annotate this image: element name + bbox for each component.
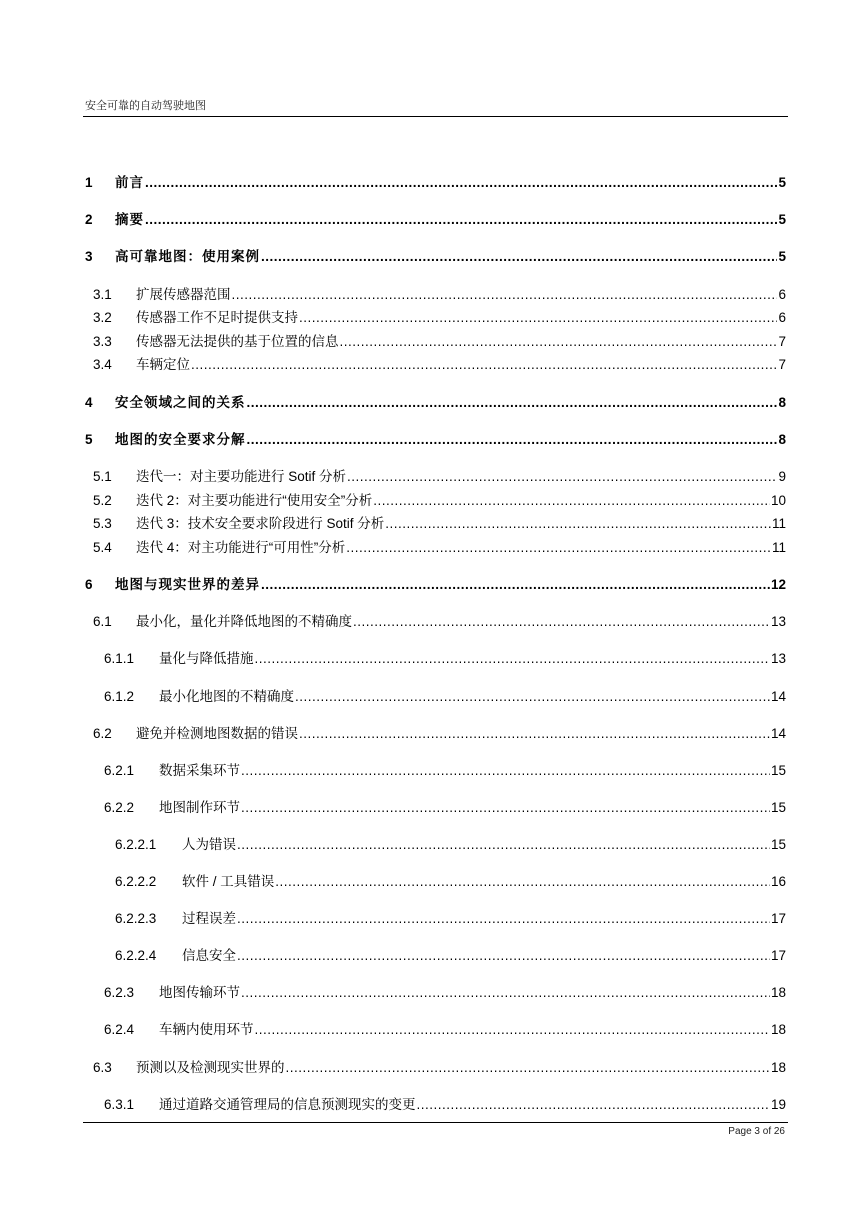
toc-entry-title: 地图的安全要求分解 — [115, 432, 246, 447]
toc-entry-number: 6.2.4 — [104, 1022, 135, 1037]
toc-entry-number: 3.4 — [93, 357, 112, 372]
toc-entry[interactable] — [85, 576, 786, 594]
toc-entry-title: 高可靠地图：使用案例 — [115, 249, 260, 264]
toc-leader-dots — [286, 1059, 770, 1077]
toc-entry-number: 5.4 — [93, 540, 112, 555]
toc-entry[interactable] — [104, 799, 786, 817]
toc-entry-number: 5.3 — [93, 516, 112, 531]
toc-entry-number: 3.1 — [93, 287, 112, 302]
toc-leader-dots — [191, 356, 777, 374]
toc-leader-dots — [417, 1096, 770, 1114]
toc-entry-title: 最小化，量化并降低地图的不精确度 — [136, 614, 352, 629]
toc-entry[interactable] — [85, 431, 786, 449]
toc-entry-number: 6.2.2.3 — [115, 911, 157, 926]
toc-leader-dots — [145, 174, 777, 192]
toc-entry-page: 15 — [770, 837, 786, 852]
toc-entry-page: 13 — [770, 651, 786, 666]
toc-leader-dots — [353, 613, 770, 631]
toc-leader-dots — [247, 394, 778, 412]
toc-entry-page: 6 — [778, 310, 786, 325]
toc-entry-title: 迭代 4：对主功能进行“可用性”分析 — [136, 540, 346, 555]
toc-entry[interactable] — [93, 356, 786, 374]
toc-entry-page: 18 — [770, 985, 786, 1000]
toc-entry[interactable] — [85, 248, 786, 266]
toc-entry-title: 迭代 2：对主要功能进行“使用安全”分析 — [136, 493, 373, 508]
toc-entry[interactable] — [85, 394, 786, 412]
toc-entry-page: 8 — [778, 395, 786, 410]
toc-entry[interactable] — [93, 333, 786, 351]
toc-entry-title: 信息安全 — [182, 948, 236, 963]
toc-entry-page: 17 — [770, 911, 786, 926]
toc-leader-dots — [241, 799, 770, 817]
toc-entry-number: 3 — [85, 249, 93, 264]
toc-entry-number: 4 — [85, 395, 93, 410]
toc-entry-title: 扩展传感器范围 — [136, 287, 231, 302]
toc-entry-page: 15 — [770, 763, 786, 778]
toc-entry-title: 迭代 3：技术安全要求阶段进行 Sotif 分析 — [136, 516, 385, 531]
toc-entry-page: 18 — [770, 1060, 786, 1075]
toc-entry-number: 3.3 — [93, 334, 112, 349]
toc-entry[interactable] — [104, 650, 786, 668]
toc-entry-number: 6.3.1 — [104, 1097, 135, 1112]
toc-entry-title: 通过道路交通管理局的信息预测现实的变更 — [159, 1097, 416, 1112]
footer-divider — [83, 1122, 788, 1123]
toc-entry-number: 6.2.1 — [104, 763, 135, 778]
toc-entry-number: 6.2.2.2 — [115, 874, 157, 889]
toc-entry[interactable] — [93, 1059, 786, 1077]
toc-entry-title: 软件 / 工具错误 — [182, 874, 275, 889]
toc-entry-page: 9 — [778, 469, 786, 484]
toc-leader-dots — [247, 431, 778, 449]
toc-entry[interactable] — [93, 515, 786, 533]
toc-entry-number: 6.1 — [93, 614, 112, 629]
header-divider — [83, 116, 788, 117]
toc-entry-page: 5 — [778, 212, 786, 227]
toc-entry-title: 人为错误 — [182, 837, 236, 852]
toc-entry-title: 传感器无法提供的基于位置的信息 — [136, 334, 339, 349]
toc-leader-dots — [275, 873, 770, 891]
toc-leader-dots — [299, 309, 777, 327]
toc-entry-title: 安全领域之间的关系 — [115, 395, 246, 410]
toc-entry-number: 3.2 — [93, 310, 112, 325]
toc-entry-page: 11 — [771, 516, 786, 531]
toc-entry-page: 7 — [778, 334, 786, 349]
toc-entry-title: 车辆定位 — [136, 357, 190, 372]
toc-entry-title: 地图传输环节 — [159, 985, 240, 1000]
toc-leader-dots — [347, 468, 777, 486]
toc-leader-dots — [237, 836, 770, 854]
toc-entry-title: 地图制作环节 — [159, 800, 240, 815]
toc-entry-number: 6.2.2 — [104, 800, 135, 815]
toc-entry[interactable] — [104, 984, 786, 1002]
toc-entry-page: 5 — [778, 249, 786, 264]
toc-leader-dots — [241, 984, 770, 1002]
toc-entry-title: 过程误差 — [182, 911, 236, 926]
toc-entry-page: 7 — [778, 357, 786, 372]
toc-entry-number: 6.1.1 — [104, 651, 135, 666]
toc-entry[interactable] — [115, 836, 786, 854]
toc-entry-number: 6.2.2.1 — [115, 837, 157, 852]
toc-entry-page: 6 — [778, 287, 786, 302]
toc-entry-number: 1 — [85, 175, 93, 190]
toc-leader-dots — [261, 248, 777, 266]
toc-entry-page: 10 — [770, 493, 786, 508]
toc-entry[interactable] — [104, 762, 786, 780]
toc-leader-dots — [340, 333, 778, 351]
toc-entry-title: 避免并检测地图数据的错误 — [136, 726, 298, 741]
toc-entry-number: 6.2 — [93, 726, 112, 741]
toc-entry-page: 17 — [770, 948, 786, 963]
toc-leader-dots — [295, 688, 770, 706]
toc-entry-number: 6.2.2.4 — [115, 948, 157, 963]
toc-entry[interactable] — [93, 539, 786, 557]
toc-entry-page: 11 — [771, 540, 786, 555]
toc-entry-title: 车辆内使用环节 — [159, 1022, 254, 1037]
toc-entry-page: 5 — [778, 175, 786, 190]
toc-entry-page: 14 — [770, 689, 786, 704]
toc-entry[interactable] — [104, 688, 786, 706]
toc-entry-number: 6.3 — [93, 1060, 112, 1075]
toc-entry-page: 12 — [770, 577, 786, 592]
toc-entry-title: 最小化地图的不精确度 — [159, 689, 294, 704]
toc-leader-dots — [232, 286, 778, 304]
toc-leader-dots — [237, 947, 770, 965]
toc-entry-page: 18 — [770, 1022, 786, 1037]
page-number: Page 3 of 26 — [728, 1126, 785, 1137]
document-title: 安全可靠的自动驾驶地图 — [85, 100, 206, 112]
toc-entry-page: 14 — [770, 726, 786, 741]
toc-leader-dots — [299, 725, 770, 743]
toc-entry[interactable] — [104, 1096, 786, 1114]
toc-entry-number: 6 — [85, 577, 93, 592]
toc-leader-dots — [241, 762, 770, 780]
toc-leader-dots — [255, 1021, 770, 1039]
toc-entry-number: 5.1 — [93, 469, 112, 484]
toc-entry-number: 2 — [85, 212, 93, 227]
toc-leader-dots — [373, 492, 770, 510]
toc-entry-page: 13 — [770, 614, 786, 629]
toc-entry[interactable] — [93, 613, 786, 631]
toc-entry-number: 6.1.2 — [104, 689, 135, 704]
toc-entry[interactable] — [93, 286, 786, 304]
toc-leader-dots — [255, 650, 770, 668]
toc-entry-title: 摘要 — [115, 212, 144, 227]
toc-entry-number: 5 — [85, 432, 93, 447]
toc-entry[interactable] — [93, 468, 786, 486]
toc-entry-number: 6.2.3 — [104, 985, 135, 1000]
toc-leader-dots — [261, 576, 770, 594]
toc-entry-page: 19 — [770, 1097, 786, 1112]
toc-entry[interactable] — [93, 725, 786, 743]
toc-leader-dots — [385, 515, 771, 533]
toc-entry-title: 数据采集环节 — [159, 763, 240, 778]
toc-entry[interactable] — [93, 309, 786, 327]
toc-entry-page: 16 — [770, 874, 786, 889]
toc-entry[interactable] — [104, 1021, 786, 1039]
toc-entry-title: 量化与降低措施 — [159, 651, 254, 666]
toc-leader-dots — [237, 910, 770, 928]
toc-entry-number: 5.2 — [93, 493, 112, 508]
toc-entry[interactable] — [85, 174, 786, 192]
toc-entry[interactable] — [93, 492, 786, 510]
toc-entry[interactable] — [115, 910, 786, 928]
toc-entry[interactable] — [115, 947, 786, 965]
toc-leader-dots — [145, 211, 777, 229]
toc-entry-title: 预测以及检测现实世界的 — [136, 1060, 285, 1075]
toc-leader-dots — [346, 539, 771, 557]
toc-entry[interactable] — [85, 211, 786, 229]
toc-entry-title: 迭代一：对主要功能进行 Sotif 分析 — [136, 469, 347, 484]
toc-entry-title: 地图与现实世界的差异 — [115, 577, 260, 592]
toc-entry[interactable] — [115, 873, 786, 891]
toc-entry-page: 15 — [770, 800, 786, 815]
toc-entry-title: 传感器工作不足时提供支持 — [136, 310, 298, 325]
toc-entry-page: 8 — [778, 432, 786, 447]
toc-entry-title: 前言 — [115, 175, 144, 190]
